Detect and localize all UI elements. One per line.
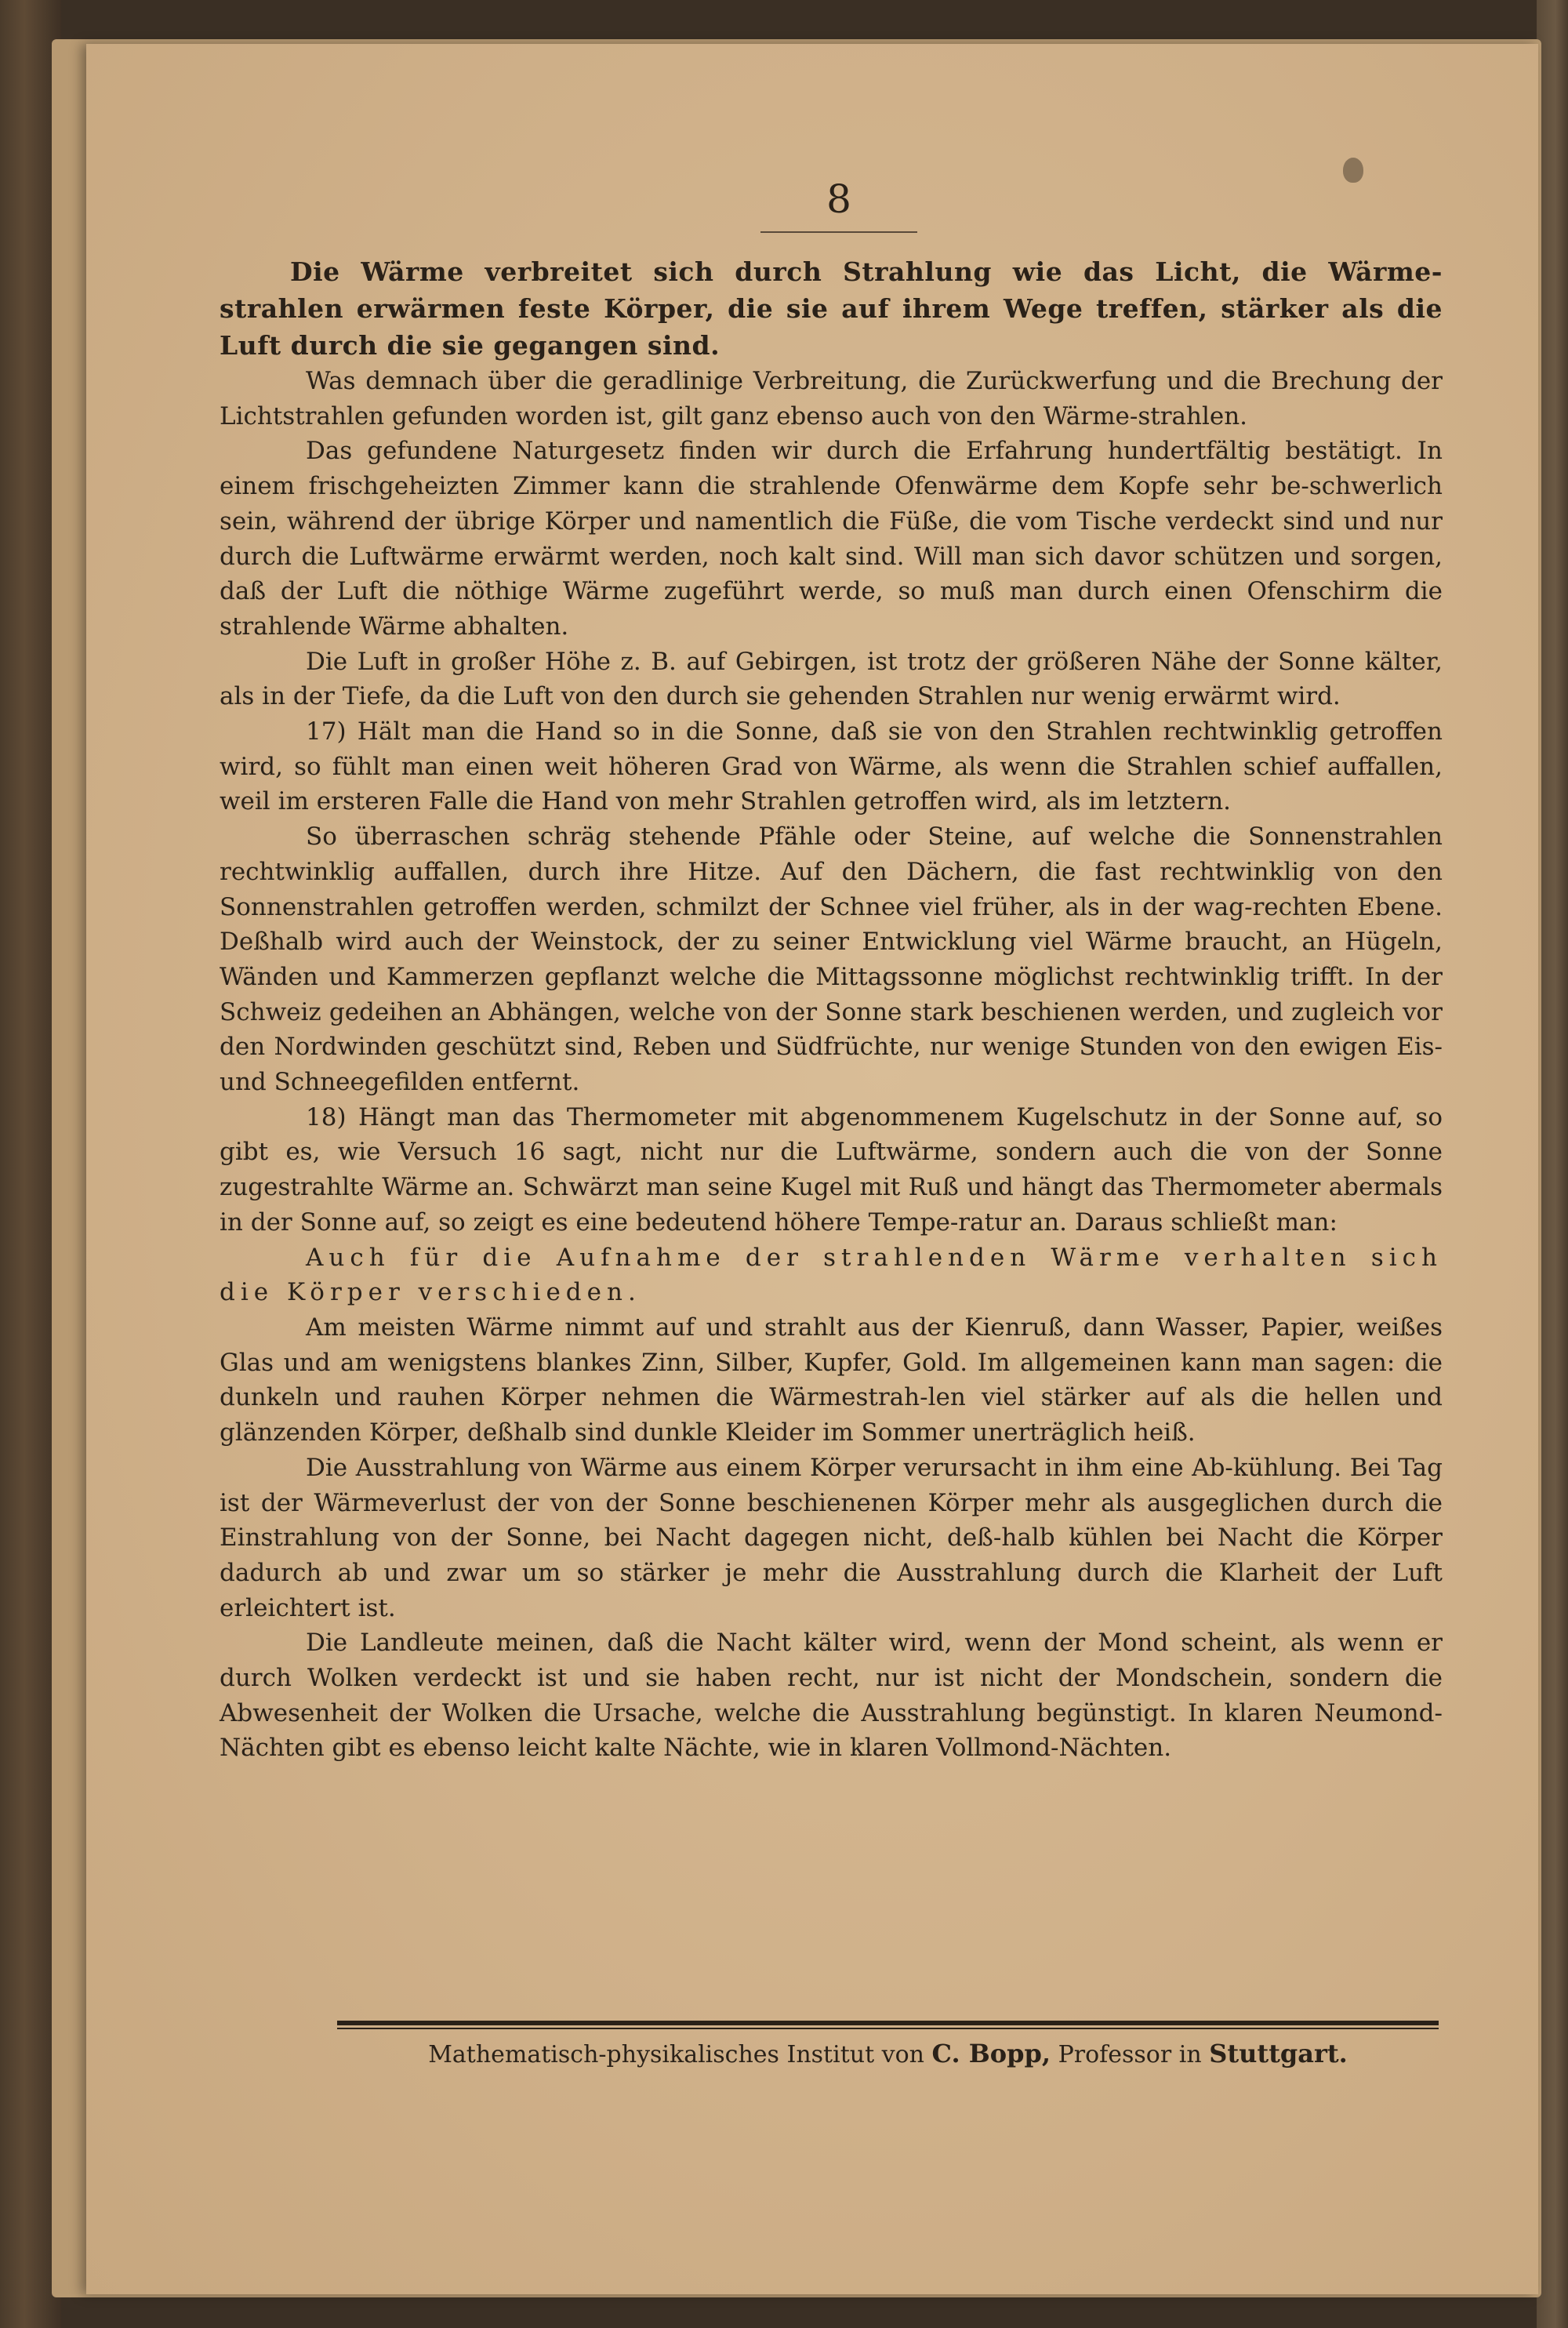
paragraph: Die Landleute meinen, daß die Nacht kälter wird, wenn der Mond scheint, als wenn er durch Wolken verdeckt ist und sie haben recht, nur ist nicht der Mondschein, sondern die Abwesenheit der Wolken die Ursache, welche die Ausstrahlung begünstigt. In klaren Neumond-Nächten gibt es ebenso leicht kalte Nächte, wie in klaren Vollmond-Nächten. [220,1629,1443,1763]
paragraph: Die Ausstrahlung von Wärme aus einem Körper verursacht in ihm eine Ab-kühlung. Bei Tag ist der Wärmeverlust der von der Sonne beschienenen Körper mehr als ausgeglichen durch die Einstrahlung von der Sonne, bei Nacht dagegen nicht, deß-halb kühlen bei Nacht die Körper dadurch ab und zwar um so stärker je mehr die Ausstrahlung durch die Klarheit der Luft erleichtert ist. [220,1453,1443,1622]
paragraph-18: 18) Hängt man das Thermometer mit abgenommenem Kugelschutz in der Sonne auf, so gibt es, wie Versuch 16 sagt, nicht nur die Luftwärme, sondern auch die von der Sonne zugestrahlte Wärme an. Schwärzt man seine Kugel mit Ruß und hängt das Thermometer abermals in der Sonne auf, so zeigt es eine bedeutend höhere Tempe-ratur an. Daraus schließt man: [220,1102,1443,1237]
footer-city: Stuttgart. [1209,2039,1348,2068]
footer-role: Professor in [1058,2041,1202,2068]
footer-rule-thin [337,2028,1439,2029]
footer-prefix: Mathematisch-physikalisches Institut von [428,2041,924,2068]
book-edge [1537,0,1568,2328]
paragraph: Die Luft in großer Höhe z. B. auf Gebirgen, ist trotz der größeren Nähe der Sonne kälter, als in der Tiefe, da die Luft von den durch sie gehenden Strahlen nur wenig erwärmt wird. [220,647,1443,711]
emphasis-paragraph: Auch für die Aufnahme der strahlenden Wärme verhalten sich die Körper verschieden. [220,1243,1443,1307]
page-number-rule [760,231,917,233]
paragraph: Das gefundene Naturgesetz finden wir durch die Erfahrung hundertfältig bestätigt. In einem frischgeheizten Zimmer kann die strahlende Ofenwärme dem Kopfe sehr be-schwerlich sein, während der übrige Körper und namentlich die Füße, die vom Tische verdeckt sind und nur durch die Luftwärme erwärmt werden, noch kalt sind. Will man sich davor schützen und sorgen, daß der Luft die nöthige Wärme zugeführt werde, so muß man durch einen Ofenschirm die strahlende Wärme abhalten. [220,437,1443,641]
footer-name: C. Bopp, [931,2039,1051,2068]
paragraph: Was demnach über die geradlinige Verbreitung, die Zurückwerfung und die Brechung der Lichtstrahlen gefunden worden ist, gilt ganz ebenso auch von den Wärme-strahlen. [220,367,1443,430]
paragraph: Am meisten Wärme nimmt auf und strahlt aus der Kienruß, dann Wasser, Papier, weißes Glas und am wenigstens blankes Zinn, Silber, Kupfer, Gold. Im allgemeinen kann man sagen: die dunkeln und rauhen Körper nehmen die Wärmestrah-len viel stärker auf als die hellen und glänzenden Körper, deßhalb sind dunkle Kleider im Sommer unerträglich heiß. [220,1313,1443,1447]
paragraph: So überraschen schräg stehende Pfähle oder Steine, auf welche die Sonnenstrahlen rechtwinklig auffallen, durch ihre Hitze. Auf den Dächern, die fast rechtwinklig von den Sonnenstrahlen getroffen werden, schmilzt der Schnee viel früher, als in der wag-rechten Ebene. Deßhalb wird auch der Weinstock, der zu seiner Entwicklung viel Wärme braucht, an Hügeln, Wänden und Kammerzen gepflanzt welche die Mittagssonne möglichst rechtwinklig trifft. In der Schweiz gedeihen an Abhängen, welche von der Sonne stark beschienen werden, und zugleich vor den Nordwinden geschützt sind, Reben und Südfrüchte, nur wenige Stunden von den ewigen Eis- und Schneegefilden entfernt. [220,823,1443,1097]
paragraph-17: 17) Hält man die Hand so in die Sonne, daß sie von den Strahlen rechtwinklig getroffen wird, so fühlt man einen weit höheren Grad von Wärme, als wenn die Strahlen schief auffallen, weil im ersteren Falle die Hand von mehr Strahlen getroffen wird, als im letztern. [220,717,1443,816]
page-number: 8 [826,176,851,222]
publisher-footer [337,2039,1439,2068]
heading-paragraph: Die Wärme verbreitet sich durch Strahlung wie das Licht, die Wärme-strahlen erwärmen feste Körper, die sie auf ihrem Wege treffen, stärker als die Luft durch die sie gegangen sind. [220,256,1443,361]
footer-rule-thick [337,2021,1439,2025]
page-content [220,47,1443,1766]
